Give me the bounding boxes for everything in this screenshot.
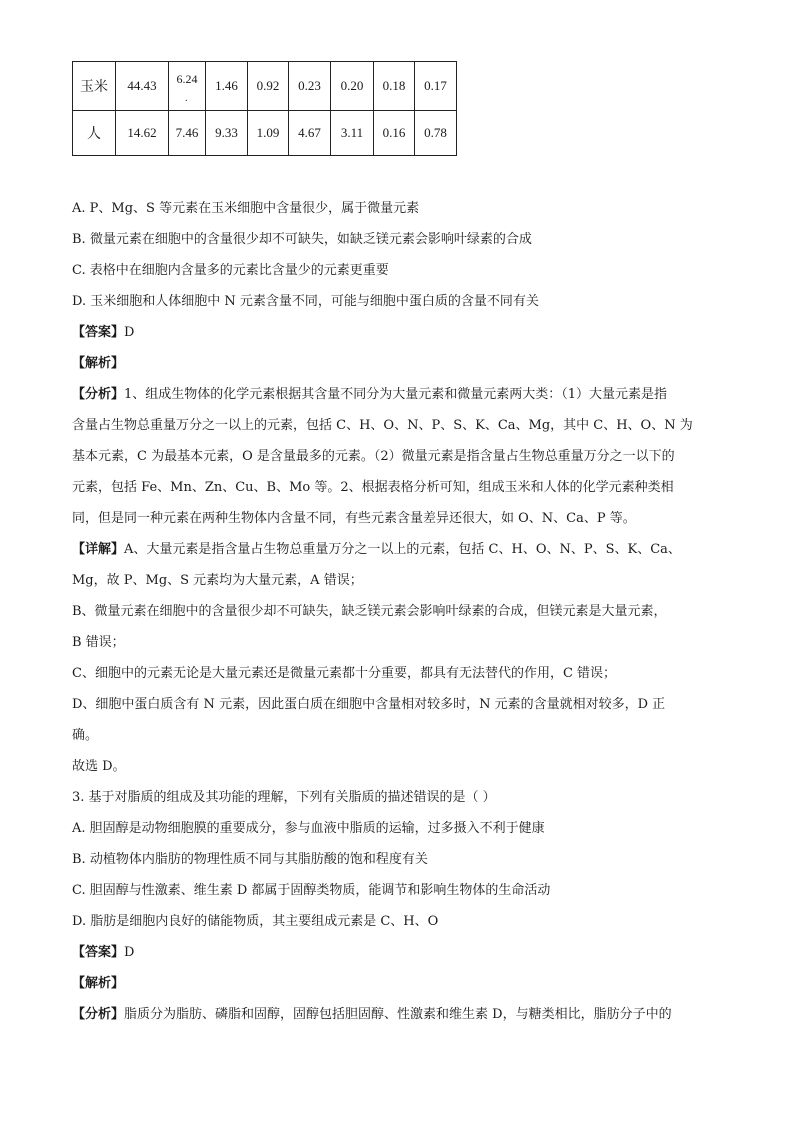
line-text: 同，但是同一种元素在两种生物体内含量不同，有些元素含量差异还很大，如 O、N、Ca、P 等。 [72,511,636,526]
section-label: 【分析】 [72,387,125,402]
text-line [72,410,722,441]
line-text: 1、组成生物体的化学元素根据其含量不同分为大量元素和微量元素两大类：（1）大量元素是指 [124,387,668,402]
line-text: B、微量元素在细胞中的含量很少却不可缺失，缺乏镁元素会影响叶绿素的合成，但镁元素是大量元素， [72,604,667,619]
line-text: 故选 D。 [72,759,126,774]
text-line [72,379,722,410]
table-row [73,111,457,156]
text-line [72,596,722,627]
table-cell: 9.33 [206,111,248,156]
line-text: D [124,945,135,960]
document-body [72,193,722,1030]
line-text: D、细胞中蛋白质含有 N 元素，因此蛋白质在细胞中含量相对较多时，N 元素的含量就相对较多，D 正 [72,697,666,712]
line-text: 元素，包括 Fe、Mn、Zn、Cu、B、Mo 等。2、根据表格分析可知，组成玉米和人体的化学元素种类相 [72,480,674,495]
text-line [72,441,722,472]
line-text: 3. 基于对脂质的组成及其功能的理解，下列有关脂质的描述错误的是（ ） [72,790,496,805]
table-cell: 1.09 [248,111,289,156]
line-text: C、细胞中的元素无论是大量元素还是微量元素都十分重要，都具有无法替代的作用，C 错误； [72,666,617,681]
text-line [72,689,722,720]
line-text: D. 脂肪是细胞内良好的储能物质，其主要组成元素是 C、H、O [72,914,439,929]
text-line [72,627,722,658]
text-line [72,193,722,224]
section-label: 【解析】 [72,976,125,991]
text-line [72,968,722,999]
text-line [72,565,722,596]
text-line [72,348,722,379]
table-cell: 人 [73,111,116,156]
element-content-table [72,61,457,156]
text-line [72,875,722,906]
table-cell: 0.20 [331,62,374,111]
table-cell: 4.67 [289,111,331,156]
line-text: C. 胆固醇与性激素、维生素 D 都属于固醇类物质，能调节和影响生物体的生命活动 [72,883,551,898]
table-cell: 0.16 [374,111,415,156]
text-line [72,720,722,751]
table-cell: 0.92 [248,62,289,111]
line-text: C. 表格中在细胞内含量多的元素比含量少的元素更重要 [72,263,389,278]
line-text: B. 微量元素在细胞中的含量很少却不可缺失，如缺乏镁元素会影响叶绿素的合成 [72,232,532,247]
table-row [73,62,457,111]
line-text: D [124,325,135,340]
line-text: D. 玉米细胞和人体细胞中 N 元素含量不同，可能与细胞中蛋白质的含量不同有关 [72,294,539,309]
text-line [72,503,722,534]
line-text: A. 胆固醇是动物细胞膜的重要成分，参与血液中脂质的运输，过多摄入不利于健康 [72,821,545,836]
table-cell: 7.46 [169,111,206,156]
text-line [72,255,722,286]
cell-value: 6.24 [176,72,198,86]
line-text: A、大量元素是指含量占生物总重量万分之一以上的元素，包括 C、H、O、N、P、S、K、Ca、 [124,542,681,557]
table-cell: 0.78 [415,111,457,156]
line-text: A. P、Mg、S 等元素在玉米细胞中含量很少，属于微量元素 [72,201,420,216]
table-cell: 3.11 [331,111,374,156]
text-line [72,751,722,782]
stray-mark: . [185,93,188,104]
text-line [72,937,722,968]
line-text: 基本元素，C 为最基本元素，O 是含量最多的元素。（2）微量元素是指含量占生物总重量万分之一以下的 [72,449,675,464]
table-cell: 14.62 [116,111,169,156]
line-text: 确。 [72,728,99,743]
section-label: 【详解】 [72,542,125,557]
line-text: Mg，故 P、Mg、S 元素均为大量元素，A 错误； [72,573,363,588]
table-cell [169,62,206,111]
table-cell: 1.46 [206,62,248,111]
text-line [72,906,722,937]
section-label: 【答案】 [72,325,125,340]
line-text: 含量占生物总重量万分之一以上的元素，包括 C、H、O、N、P、S、K、Ca、Mg，其中 C、H、O、N 为 [72,418,693,433]
section-label: 【分析】 [72,1007,125,1022]
line-text: B 错误； [72,635,125,650]
line-text: B. 动植物体内脂肪的物理性质不同与其脂肪酸的饱和程度有关 [72,852,428,867]
section-label: 【解析】 [72,356,125,371]
text-line [72,844,722,875]
line-text: 脂质分为脂肪、磷脂和固醇，固醇包括胆固醇、性激素和维生素 D，与糖类相比，脂肪分子中的 [124,1007,672,1022]
table-cell: 玉米 [73,62,116,111]
text-line [72,317,722,348]
text-line [72,813,722,844]
text-line [72,782,722,813]
table-cell: 0.17 [415,62,457,111]
table-cell: 0.23 [289,62,331,111]
text-line [72,472,722,503]
section-label: 【答案】 [72,945,125,960]
text-line [72,999,722,1030]
text-line [72,658,722,689]
text-line [72,534,722,565]
table-cell: 0.18 [374,62,415,111]
table-cell: 44.43 [116,62,169,111]
text-line [72,286,722,317]
text-line [72,224,722,255]
